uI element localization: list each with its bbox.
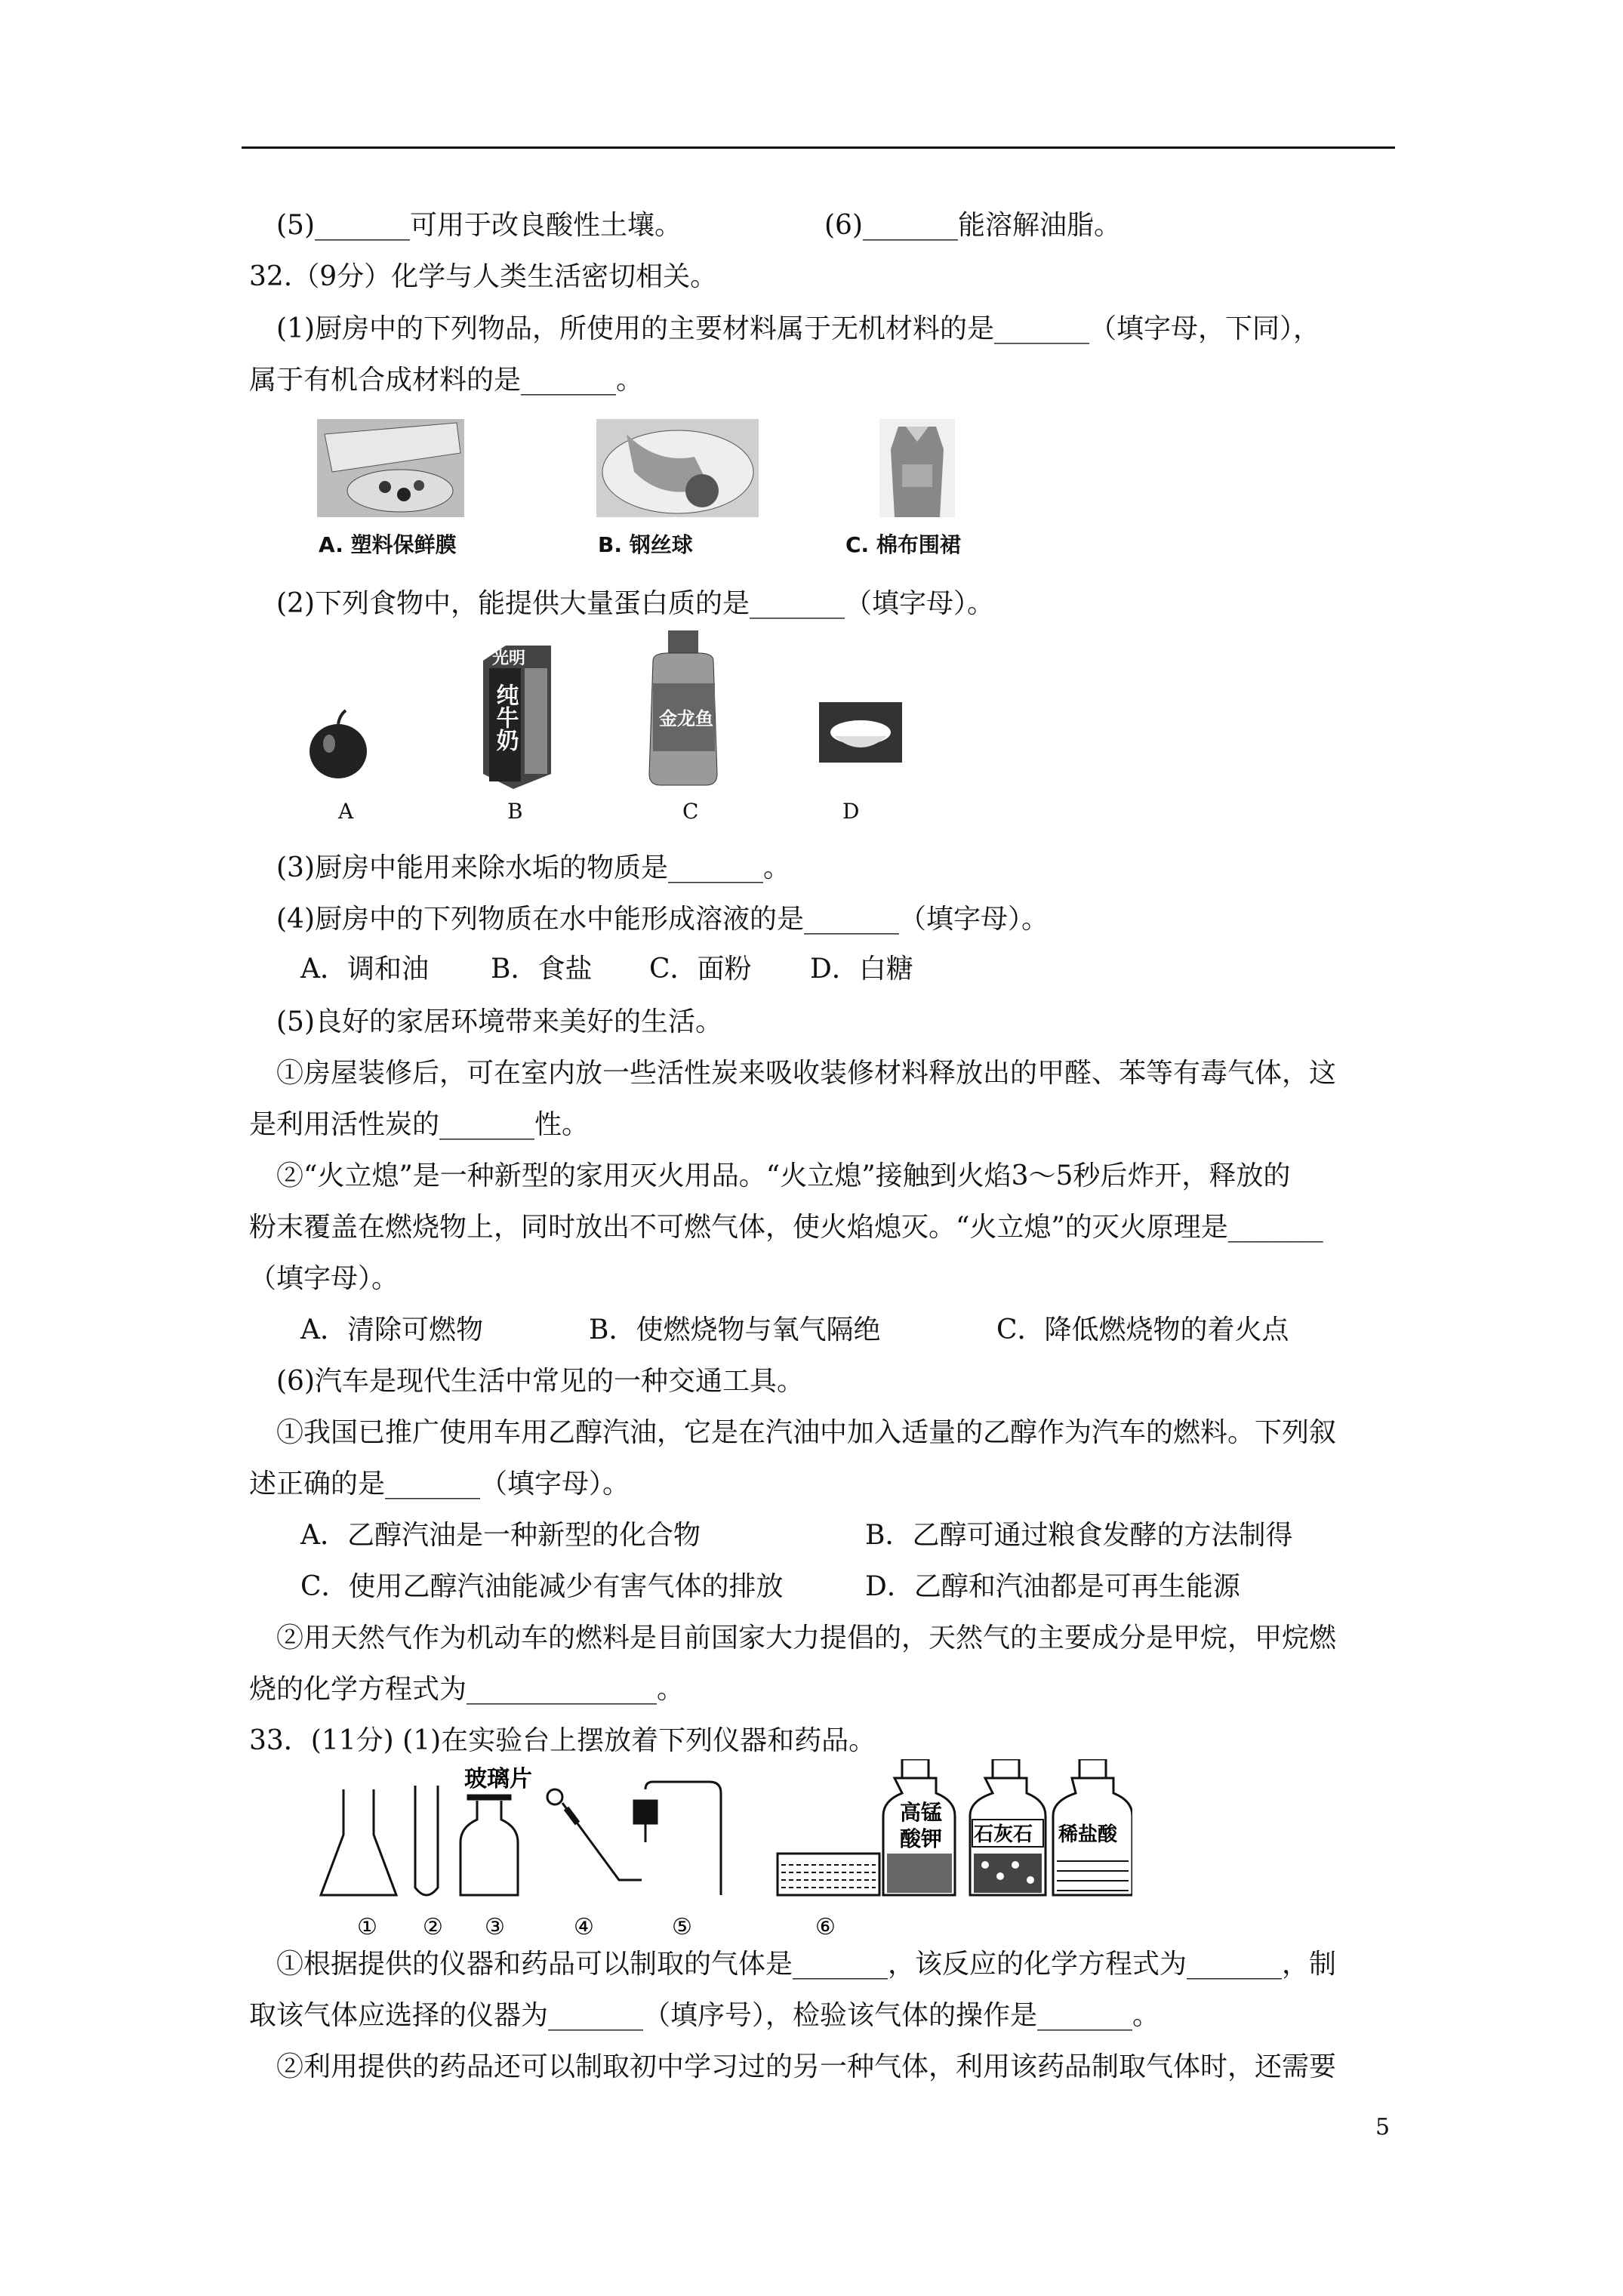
question-33-title: 33．(11分) (1)在实验台上摆放着下列仪器和药品。 <box>249 1725 876 1756</box>
plastic-wrap-photo <box>317 419 464 517</box>
cotton-apron-photo <box>879 419 955 517</box>
question-32-1-cont: 属于有机合成材料的是_______。 <box>249 365 644 396</box>
apparatus-number-6: ⑥ <box>815 1914 836 1940</box>
dropper-and-tube <box>547 1789 642 1880</box>
food-caption-b: B <box>507 799 523 824</box>
question-31-5: (5)_______可用于改良酸性土壤。 <box>276 210 682 241</box>
materials-photos <box>317 419 1019 540</box>
option-32-4-d: D．白糖 <box>810 954 913 985</box>
oil-bottle-photo <box>649 630 717 785</box>
caption-steel-wool: B. 钢丝球 <box>598 532 693 557</box>
question-32-5-1-cont: 是利用活性炭的_______性。 <box>249 1109 590 1140</box>
steel-wool-photo <box>596 419 759 517</box>
question-32-5-2-cont2: （填字母）。 <box>249 1263 399 1294</box>
question-32-6-1-cont: 述正确的是_______（填字母）。 <box>249 1469 630 1499</box>
food-caption-d: D <box>842 799 860 824</box>
question-33-1-1-cont: 取该气体应选择的仪器为_______（填序号），检验该气体的操作是_______。 <box>249 2000 1160 2031</box>
question-32-2: (2)下列食物中，能提供大量蛋白质的是_______（填字母）。 <box>276 588 994 619</box>
water-trough <box>778 1854 879 1895</box>
option-32-6-a: A．乙醇汽油是一种新型的化合物 <box>300 1520 701 1551</box>
question-32-3: (3)厨房中能用来除水垢的物质是_______。 <box>276 852 790 883</box>
question-32-5-1: ①房屋装修后，可在室内放一些活性炭来吸收装修材料释放出的甲醛、苯等有毒气体，这 <box>276 1058 1337 1089</box>
question-31-6: (6)_______能溶解油脂。 <box>824 210 1121 241</box>
lab-apparatus-figure <box>317 1759 1132 1940</box>
question-32-5-2-cont: 粉末覆盖在燃烧物上，同时放出不可燃气体，使火焰熄灭。“火立熄”的灭火原理是_______ <box>249 1212 1323 1243</box>
option-32-4-a: A．调和油 <box>300 954 429 985</box>
option-32-5-c: C．降低燃烧物的着火点 <box>996 1314 1289 1345</box>
food-caption-c: C <box>682 799 699 824</box>
apple-photo <box>310 710 367 778</box>
option-32-6-d: D．乙醇和汽油都是可再生能源 <box>865 1571 1240 1602</box>
header-rule <box>242 146 1395 149</box>
gas-collecting-bottle <box>460 1795 518 1895</box>
bent-delivery-tube <box>634 1782 721 1895</box>
option-32-4-b: B．食盐 <box>491 954 593 985</box>
question-32-title: 32.（9分）化学与人类生活密切相关。 <box>249 261 718 292</box>
apparatus-number-3: ③ <box>485 1914 505 1940</box>
bottle-label-limestone: 石灰石 <box>974 1823 1033 1846</box>
milk-name-text: 纯牛奶 <box>491 683 519 751</box>
apparatus-number-4: ④ <box>574 1914 594 1940</box>
milk-carton-photo <box>483 646 551 789</box>
option-32-4-c: C．面粉 <box>649 954 752 985</box>
oil-name-text: 金龙鱼 <box>659 708 713 729</box>
rice-bowl-photo <box>819 702 902 763</box>
apparatus-number-1: ① <box>357 1914 377 1940</box>
option-32-6-c: C．使用乙醇汽油能减少有害气体的排放 <box>300 1571 784 1602</box>
caption-plastic-wrap: A. 塑料保鲜膜 <box>319 532 457 557</box>
option-32-5-b: B．使燃烧物与氧气隔绝 <box>589 1314 881 1345</box>
conical-flask <box>321 1789 396 1895</box>
glass-plate-label: 玻璃片 <box>464 1766 532 1792</box>
question-32-5: (5)良好的家居环境带来美好的生活。 <box>276 1006 722 1037</box>
question-32-6: (6)汽车是现代生活中常见的一种交通工具。 <box>276 1366 804 1397</box>
apparatus-number-5: ⑤ <box>672 1914 692 1940</box>
question-33-1-1: ①根据提供的仪器和药品可以制取的气体是_______，该反应的化学方程式为_______，制 <box>276 1949 1337 1980</box>
option-32-5-a: A．清除可燃物 <box>300 1314 483 1345</box>
test-tube <box>415 1786 438 1895</box>
question-32-1: (1)厨房中的下列物品，所使用的主要材料属于无机材料的是_______（填字母，下同）， <box>276 313 1320 344</box>
bottle-label-kmno4-line1: 高锰 <box>900 1800 943 1825</box>
question-32-6-2: ②用天然气作为机动车的燃料是目前国家大力提倡的，天然气的主要成分是甲烷，甲烷燃 <box>276 1623 1337 1653</box>
question-33-1-2: ②利用提供的药品还可以制取初中学习过的另一种气体，利用该药品制取气体时，还需要 <box>276 2051 1337 2082</box>
option-32-6-b: B．乙醇可通过粮食发酵的方法制得 <box>865 1520 1293 1551</box>
page-number: 5 <box>1375 2114 1390 2140</box>
bottle-label-hcl: 稀盐酸 <box>1058 1823 1118 1846</box>
question-32-6-1: ①我国已推广使用车用乙醇汽油，它是在汽油中加入适量的乙醇作为汽车的燃料。下列叙 <box>276 1417 1337 1448</box>
food-photos <box>302 630 921 789</box>
food-caption-a: A <box>338 799 354 824</box>
bottle-label-kmno4-line2: 酸钾 <box>900 1826 943 1851</box>
apparatus-number-2: ② <box>423 1914 443 1940</box>
question-32-6-2-cont: 烧的化学方程式为______________。 <box>249 1674 685 1705</box>
question-32-4: (4)厨房中的下列物质在水中能形成溶液的是_______（填字母）。 <box>276 904 1049 935</box>
milk-brand-text: 光明 <box>492 649 526 668</box>
question-32-5-2: ②“火立熄”是一种新型的家用灭火用品。“火立熄”接触到火焰3～5秒后炸开，释放的 <box>276 1160 1291 1191</box>
caption-cotton-apron: C. 棉布围裙 <box>845 532 961 557</box>
